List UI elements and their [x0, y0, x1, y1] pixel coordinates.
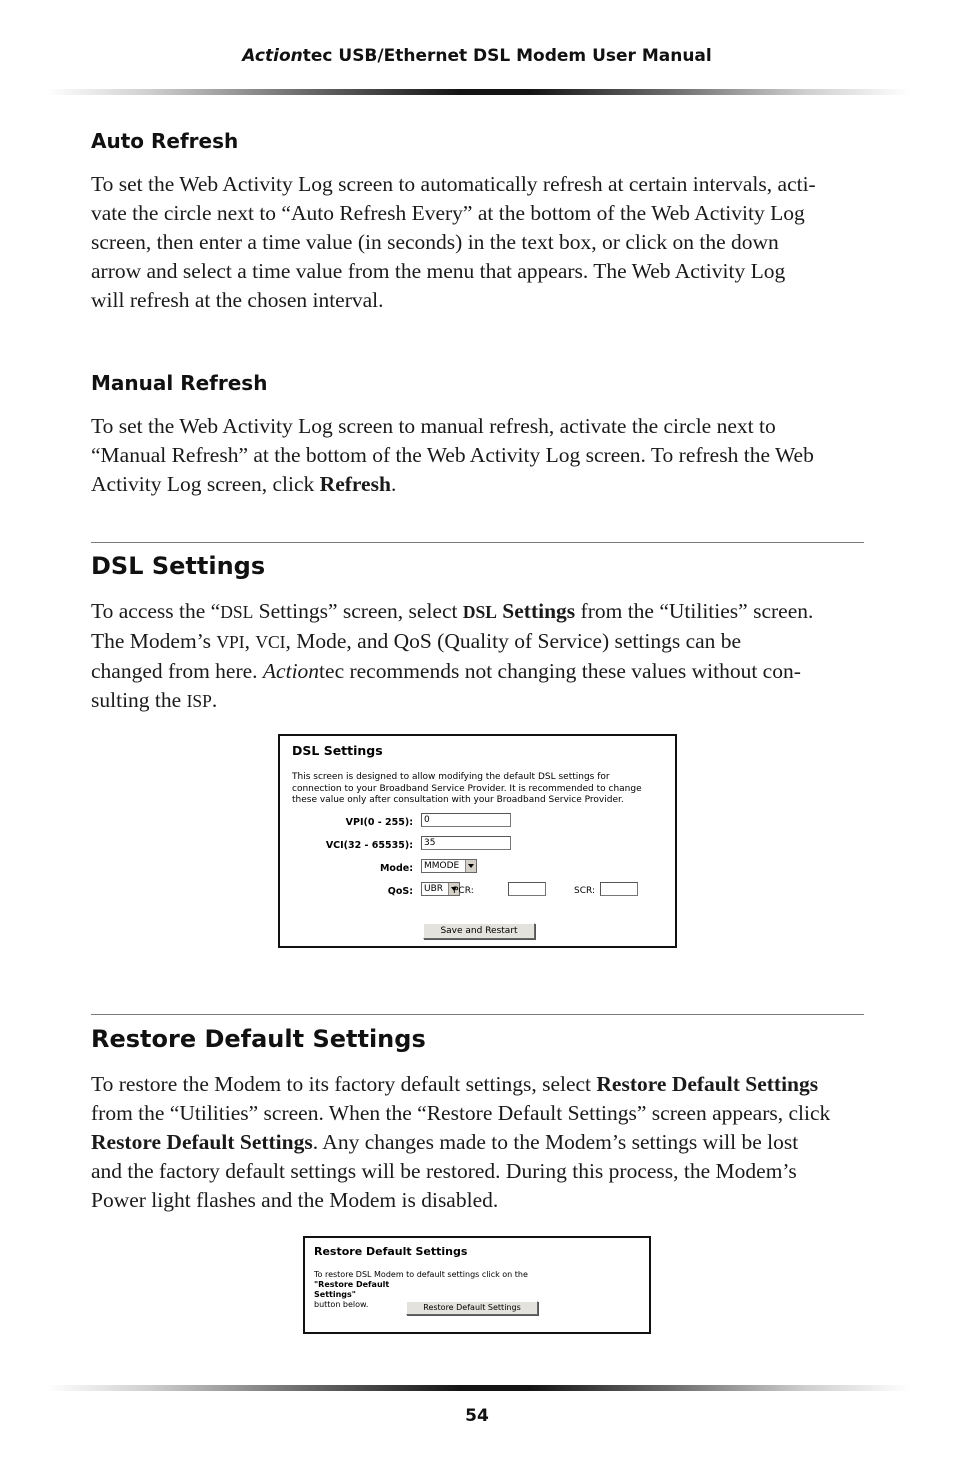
text-run: Restore Default Settings — [91, 1130, 313, 1154]
dsl-line — [91, 597, 864, 627]
text-run: , Mode, and QoS (Quality of Service) settings can be — [285, 629, 742, 653]
header-title-text: tec USB/Ethernet DSL Modem User Manual — [302, 46, 712, 66]
text-run: Settings — [496, 599, 576, 623]
text-run: . — [211, 688, 218, 712]
text-run: sulting the — [91, 688, 187, 712]
desc-line: these value only after consultation with your Broadband Service Provider. — [292, 795, 624, 805]
text-run: "Restore Default — [314, 1280, 390, 1289]
screenshot-description — [292, 772, 642, 807]
restore-line — [91, 1070, 864, 1099]
auto-refresh-line: will refresh at the chosen interval. — [91, 288, 384, 312]
auto-refresh-paragraph — [91, 170, 864, 315]
vpi-label: VPI(0 - 255): — [345, 817, 413, 828]
qos-label: QoS: — [387, 886, 413, 897]
section-divider — [91, 542, 864, 543]
manual-refresh-heading: Manual Refresh — [91, 371, 268, 395]
pcr-label: PCR: — [453, 886, 474, 896]
mode-value: MMODE — [424, 861, 460, 871]
vci-input[interactable]: 35 — [421, 836, 511, 850]
restore-defaults-screenshot — [303, 1236, 651, 1334]
chevron-down-icon[interactable] — [465, 860, 476, 872]
text-run: , — [244, 629, 256, 653]
brand-italic: Action — [242, 46, 303, 66]
vpi-input[interactable]: 0 — [421, 813, 511, 827]
running-header — [0, 46, 954, 66]
page-number: 54 — [465, 1406, 489, 1426]
restore-line: and the factory default settings will be restored. During this process, the Modem’s — [91, 1159, 797, 1183]
text-run: To restore the Modem to its factory default settings, select — [91, 1072, 597, 1096]
text-run: . — [390, 472, 397, 496]
text-run: To access the “ — [91, 599, 221, 623]
auto-refresh-line: screen, then enter a time value (in seconds) in the text box, or click on the down — [91, 230, 779, 254]
screenshot-title: Restore Default Settings — [314, 1245, 468, 1258]
dsl-settings-screenshot — [278, 734, 677, 948]
text-run: To restore DSL Modem to default settings click on the — [314, 1270, 528, 1279]
manual-refresh-line: “Manual Refresh” at the bottom of the Web Activity Log screen. To refresh the Web — [91, 443, 814, 467]
qos-value: UBR — [424, 884, 444, 894]
text-run: Restore Default Settings — [596, 1072, 819, 1096]
text-run: Action — [262, 659, 320, 683]
dsl-line — [91, 657, 864, 686]
dsl-settings-heading: DSL Settings — [91, 552, 266, 580]
text-run: . Any changes made to the Modem’s settings will be lost — [312, 1130, 799, 1154]
refresh-bold: Refresh — [319, 472, 391, 496]
footer-rule — [46, 1385, 910, 1391]
auto-refresh-heading: Auto Refresh — [91, 129, 239, 153]
text-run: VPI — [216, 632, 245, 652]
dsl-line — [91, 627, 864, 657]
restore-defaults-paragraph — [91, 1070, 864, 1215]
auto-refresh-line: To set the Web Activity Log screen to automatically refresh at certain intervals, acti- — [91, 172, 816, 196]
restore-line — [91, 1128, 864, 1157]
desc-line — [314, 1270, 528, 1290]
mode-select[interactable] — [421, 859, 477, 873]
screenshot-title: DSL Settings — [292, 743, 383, 758]
text-run: The Modem’s — [91, 629, 217, 653]
text-run: DSL — [220, 602, 254, 622]
text-run: Activity Log screen, click — [91, 472, 320, 496]
desc-line: connection to your Broadband Service Provider. It is recommended to change — [292, 783, 642, 794]
auto-refresh-line: vate the circle next to “Auto Refresh Every” at the bottom of the Web Activity Log — [91, 201, 805, 225]
pcr-input[interactable] — [508, 882, 546, 896]
restore-line: Power light flashes and the Modem is disabled. — [91, 1188, 499, 1212]
save-and-restart-button[interactable]: Save and Restart — [423, 923, 535, 939]
restore-defaults-heading: Restore Default Settings — [91, 1025, 426, 1053]
section-divider — [91, 1014, 864, 1015]
text-run: Settings” screen, select — [253, 599, 463, 623]
scr-label: SCR: — [574, 886, 596, 896]
manual-refresh-line: To set the Web Activity Log screen to manual refresh, activate the circle next to — [91, 414, 776, 438]
text-run: button below. — [314, 1300, 369, 1309]
manual-refresh-paragraph — [91, 412, 864, 499]
mode-label: Mode: — [379, 863, 413, 874]
text-run: changed from here. — [91, 659, 263, 683]
text-run: DSL — [462, 602, 497, 622]
scr-input[interactable] — [600, 882, 638, 896]
vci-label: VCI(32 - 65535): — [325, 840, 413, 851]
text-run: VCI — [255, 632, 286, 652]
text-run: from the “Utilities” screen. — [575, 599, 814, 623]
manual-refresh-line — [91, 470, 864, 499]
auto-refresh-line: arrow and select a time value from the menu that appears. The Web Activity Log — [91, 259, 786, 283]
restore-line: from the “Utilities” screen. When the “Restore Default Settings” screen appears, click — [91, 1101, 831, 1125]
dsl-line — [91, 686, 864, 716]
restore-default-settings-button[interactable]: Restore Default Settings — [406, 1301, 538, 1315]
dsl-settings-paragraph — [91, 597, 864, 716]
text-run: Settings" — [314, 1290, 356, 1299]
text-run: tec recommends not changing these values without con- — [319, 659, 801, 683]
text-run: ISP — [186, 691, 212, 711]
header-rule — [46, 89, 910, 95]
desc-line: This screen is designed to allow modifying the default DSL settings for — [292, 772, 610, 782]
